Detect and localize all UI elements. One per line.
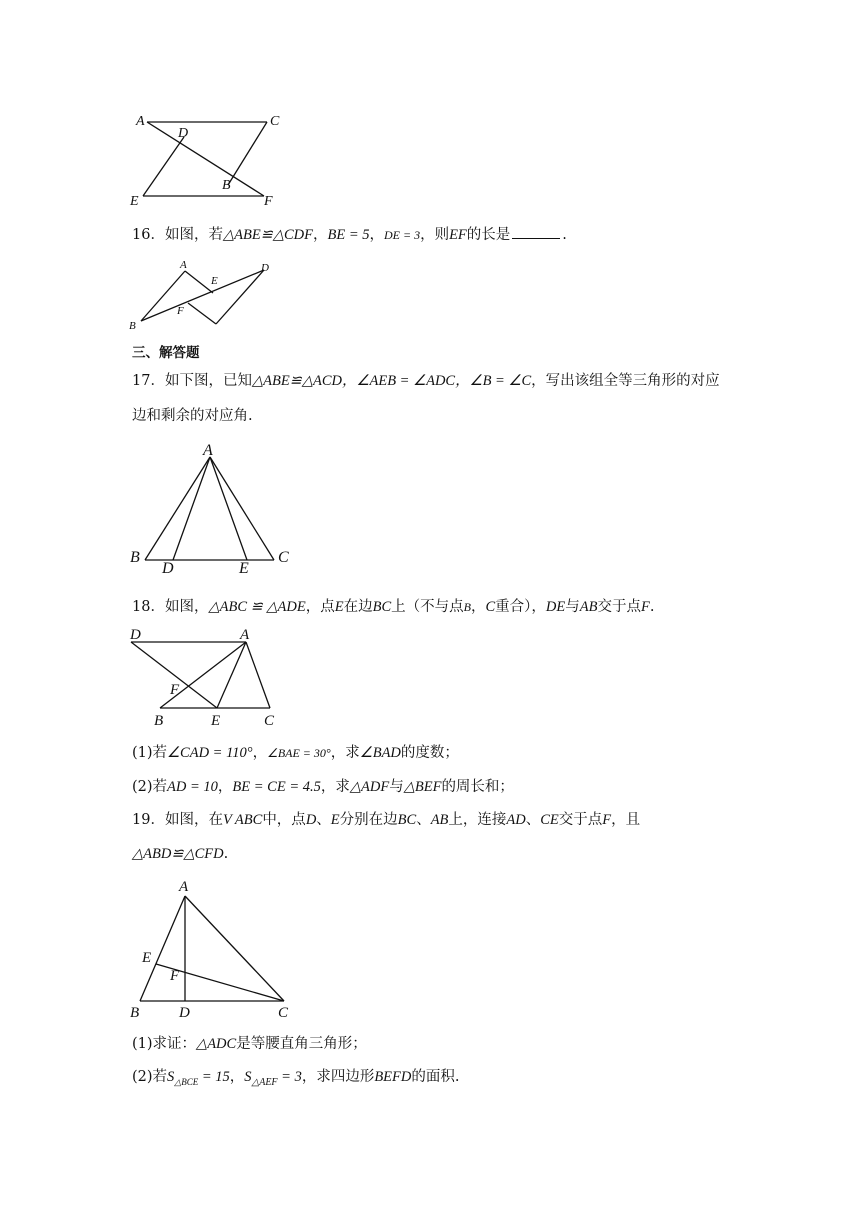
figure-q16 — [128, 256, 278, 336]
question-16 — [132, 224, 567, 245]
q18-p2-m3: △ADF — [349, 779, 390, 795]
q18-p2-m2: BE = CE = 4.5 — [232, 779, 321, 795]
q19-m4: BC — [397, 812, 417, 828]
q19-p2-s1: S — [167, 1069, 175, 1085]
q19-m5: AB — [430, 812, 449, 828]
q16-de: DE = 3 — [383, 228, 421, 242]
q18-t5: ， — [470, 599, 486, 615]
label-A: A — [179, 879, 189, 895]
q18-p1-t2: ， — [252, 745, 268, 761]
label-B: B — [129, 320, 136, 332]
q18-t9: . — [649, 599, 655, 615]
q19-m1: V ABC — [222, 812, 263, 828]
q19-p1-m1: △ADC — [196, 1036, 237, 1052]
q18-p1-m2: ∠BAE = 30° — [267, 746, 331, 760]
q19-m6: AD — [506, 812, 526, 828]
q18-t1: 18．如图， — [132, 599, 209, 615]
label-B: B — [130, 549, 140, 566]
q19-m2: D — [305, 812, 317, 828]
figure-q18-svg — [126, 622, 286, 732]
label-A: A — [240, 627, 250, 643]
q18-congruence: △ABC ≌ △ADE — [208, 599, 306, 615]
section-heading: 三、解答题 — [132, 345, 200, 361]
q18-t7: 与 — [565, 599, 580, 615]
q18-t8: 交于点 — [597, 599, 641, 615]
label-D: D — [261, 262, 269, 274]
q18-p2-m1: AD = 10 — [167, 779, 218, 795]
q19-p2-t1: (2)若 — [132, 1069, 168, 1085]
question-19-part2 — [132, 1067, 459, 1093]
q19-m7: CE — [540, 812, 559, 828]
label-C: C — [278, 1005, 289, 1021]
figure-q19-svg — [128, 873, 298, 1023]
figure-q19 — [128, 873, 298, 1023]
q18-m4: C — [485, 599, 496, 615]
q19-t4: 分别在边 — [339, 812, 398, 828]
figure-q18 — [126, 622, 286, 732]
q18-p2-t2: ， — [217, 779, 233, 795]
question-18-part1 — [132, 743, 459, 763]
q16-sep2: ， — [369, 227, 384, 243]
label-D: D — [179, 1005, 190, 1021]
question-18-line1 — [132, 597, 654, 617]
q16-period: . — [562, 227, 567, 243]
label-A: A — [180, 259, 187, 271]
q18-p1-t4: 的度数； — [400, 745, 459, 761]
q18-t6: 重合）， — [495, 599, 546, 615]
label-B: B — [222, 178, 231, 193]
label-E: E — [239, 560, 249, 577]
label-B: B — [154, 713, 164, 729]
figure-q17-svg — [126, 438, 296, 578]
q18-p1-m3: ∠BAD — [359, 745, 401, 761]
question-17-line1 — [132, 371, 720, 391]
q18-t2: ，点 — [305, 599, 335, 615]
q19-t9: ，且 — [611, 812, 641, 828]
q18-p2-t5: 的周长和； — [441, 779, 514, 795]
label-A: A — [203, 442, 213, 459]
q18-p1-t1: (1)若 — [132, 745, 168, 761]
q19-period: . — [223, 846, 229, 862]
q19-t3: 、 — [316, 812, 331, 828]
q18-m6: AB — [579, 599, 598, 615]
label-C: C — [270, 114, 280, 129]
q18-t3: 在边 — [343, 599, 373, 615]
q19-p2-t3: ，求四边形 — [301, 1069, 375, 1085]
question-19-line1 — [132, 810, 640, 830]
q18-t4: 上（不与点 — [391, 599, 464, 615]
q17-text-a: 17．如下图，已知 — [132, 373, 252, 389]
label-B: B — [130, 1005, 140, 1021]
q18-p1-t3: ，求 — [330, 745, 360, 761]
figure-q16-svg — [128, 256, 278, 336]
question-19-part1 — [132, 1034, 367, 1054]
label-C: C — [278, 549, 289, 566]
q19-p2-sub2: △AEF — [251, 1076, 278, 1088]
answer-blank[interactable] — [512, 224, 560, 239]
q19-p2-m3: BEFD — [374, 1069, 412, 1085]
q19-p2-t4: 的面积. — [411, 1069, 460, 1085]
q16-sep1: ， — [312, 227, 328, 243]
q18-m7: F — [640, 599, 650, 615]
question-17-line2: 边和剩余的对应角. — [132, 408, 253, 424]
q17-math: △ABE≌△ACD，∠AEB = ∠ADC，∠B = ∠C — [251, 373, 532, 389]
q18-m3: B — [463, 600, 471, 614]
label-E: E — [211, 275, 218, 287]
q19-p2-m2: = 3 — [277, 1069, 302, 1085]
q19-p2-sub1: △BCE — [174, 1076, 199, 1087]
label-A: A — [136, 114, 145, 129]
label-E: E — [211, 713, 221, 729]
q18-m5: DE — [545, 599, 566, 615]
q19-p2-s2: S — [244, 1069, 252, 1085]
q19-congruence: △ABD≌△CFD — [132, 846, 224, 862]
label-E: E — [142, 950, 152, 966]
q18-p1-m1: ∠CAD = 110° — [167, 745, 253, 761]
q19-t2: 中，点 — [262, 812, 306, 828]
label-F: F — [177, 305, 184, 317]
q16-sep4: 的长是 — [466, 227, 511, 243]
q19-t8: 交于点 — [558, 812, 603, 828]
q18-m2: BC — [372, 599, 392, 615]
q18-p2-t4: 与 — [389, 779, 404, 795]
q16-congruence: △ABE≌△CDF — [222, 227, 313, 243]
figure-q15 — [130, 108, 290, 208]
question-18-part2 — [132, 777, 514, 797]
q19-t6: 上，连接 — [448, 812, 507, 828]
label-F: F — [170, 682, 180, 698]
q19-m8: F — [602, 812, 612, 828]
q19-p1-t2: 是等腰直角三角形； — [236, 1036, 367, 1052]
q18-p2-t1: (2)若 — [132, 779, 168, 795]
q19-t5: 、 — [416, 812, 431, 828]
q19-p1-t1: (1)求证： — [132, 1036, 197, 1052]
q19-p2-t2: ， — [229, 1069, 245, 1085]
q16-ef: EF — [449, 227, 467, 243]
label-D: D — [130, 627, 141, 643]
q16-number: 16．如图，若 — [132, 227, 223, 243]
q19-p2-m1: = 15 — [198, 1069, 230, 1085]
label-E: E — [130, 194, 139, 209]
q18-p2-t3: ，求 — [320, 779, 350, 795]
label-F: F — [170, 968, 180, 984]
q18-m1: E — [334, 599, 344, 615]
label-F: F — [264, 194, 273, 209]
question-19-line2 — [132, 844, 228, 864]
label-C: C — [264, 713, 275, 729]
q17-text-c: ，写出该组全等三角形的对应 — [531, 373, 720, 389]
label-D: D — [162, 560, 174, 577]
q18-p2-m4: △BEF — [403, 779, 442, 795]
q16-be: BE = 5 — [327, 227, 370, 243]
q19-t1: 19．如图，在 — [132, 812, 223, 828]
figure-q17 — [126, 438, 296, 578]
q16-sep3: ，则 — [420, 227, 450, 243]
q19-m3: E — [330, 812, 340, 828]
q19-t7: 、 — [525, 812, 541, 828]
figure-q15-svg — [130, 108, 290, 208]
label-D: D — [178, 126, 189, 141]
